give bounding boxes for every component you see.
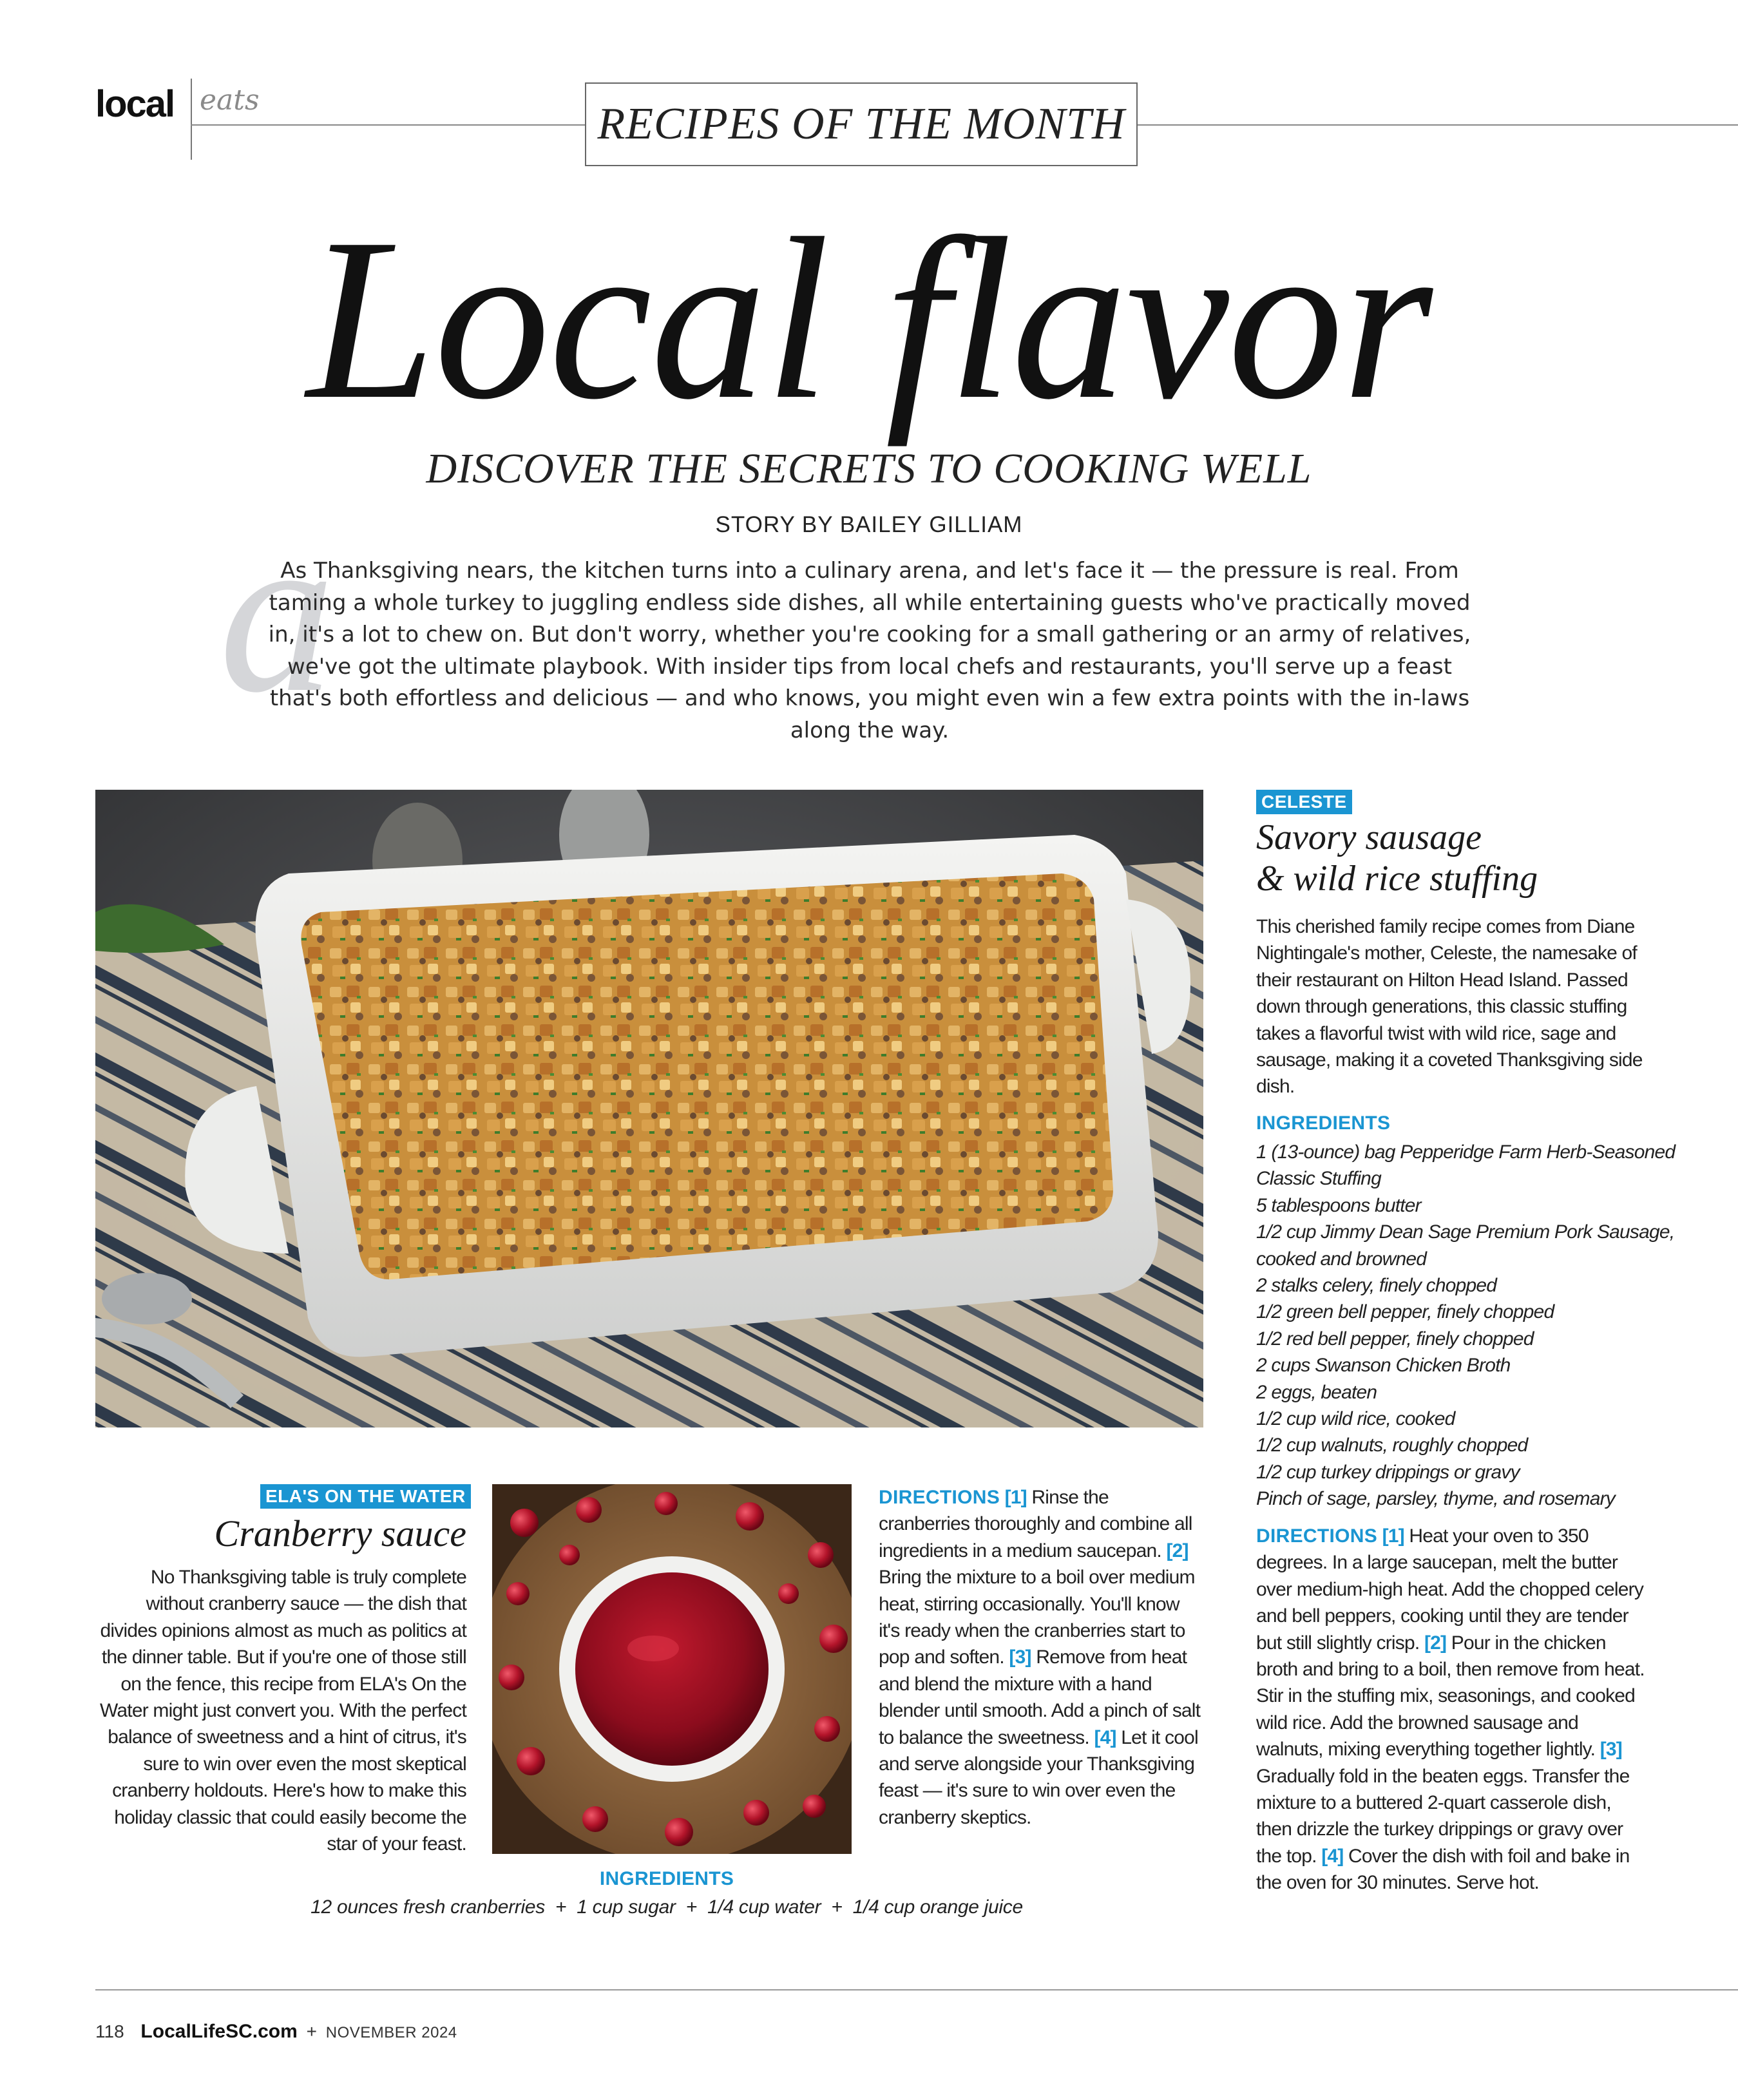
stuffing-recipe-title bbox=[1256, 817, 1707, 899]
header-rule-right bbox=[1138, 124, 1738, 126]
ingredient-item: 1/2 green bell pepper, finely chopped bbox=[1256, 1301, 1554, 1323]
ingredient-item: 1/2 cup Jimmy Dean Sage Premium Pork Sausage, cooked and browned bbox=[1256, 1221, 1675, 1270]
brand-logo: local bbox=[95, 83, 175, 125]
ingredient-item: Pinch of sage, parsley, thyme, and rosemary bbox=[1256, 1488, 1615, 1510]
restaurant-tag-elas bbox=[260, 1484, 471, 1509]
ingredient-item: 2 eggs, beaten bbox=[1256, 1381, 1377, 1403]
page-number: 118 bbox=[95, 2021, 124, 2041]
cranberry-description: No Thanksgiving table is truly complete without cranberry sauce — the dish that divides opinions almost as much as politics at the dinner table. But if you're one of those still on the fence, this recipe from ELA's On the Water might just convert you. With the perfect balance of sweetness and a hint of citrus, it's sure to win over even the most skeptical cranberry holdouts. Here's how to make this holiday classic that could easily become the star of your feast. bbox=[100, 1567, 466, 1855]
ingredient-item: 1/2 cup wild rice, cooked bbox=[1256, 1408, 1455, 1430]
step-text: Bring the mixture to a boil over medium heat, stirring occasionally. You'll know it's ready when the cranberries start to pop and soften. bbox=[879, 1567, 1195, 1668]
step-number: [3] bbox=[1600, 1739, 1622, 1761]
step-text: Pour in the chicken broth and bring to a boil, then remove from heat. Stir in the stuffing mix, seasonings, and cooked wild rice. Add the browned sausage and walnuts, mixing everything together lightly. bbox=[1256, 1632, 1645, 1761]
stuffing-directions bbox=[1256, 1523, 1649, 1896]
cranberry-directions bbox=[879, 1484, 1201, 1831]
dropcap-decoration: a bbox=[219, 483, 335, 740]
cranberry-ingredients-heading: INGREDIENTS bbox=[599, 1868, 734, 1889]
step-number: [4] bbox=[1321, 1845, 1344, 1867]
cranberry-sauce-photo bbox=[492, 1484, 852, 1854]
ingredient-item: 1/2 cup turkey drippings or gravy bbox=[1256, 1461, 1520, 1483]
stuffing-description: This cherished family recipe comes from Diane Nightingale's mother, Celeste, the namesake of their restaurant on Hilton Head Island. Passed down through generations, this classic stuffing takes a flavorful twist with wild rice, sage and sausage, making it a coveted Thanksgiving side dish. bbox=[1256, 916, 1643, 1098]
section-banner bbox=[585, 82, 1138, 166]
stuffing-ingredients-heading: INGREDIENTS bbox=[1256, 1112, 1391, 1134]
stuffing-ingredients-list bbox=[1256, 1139, 1707, 1513]
step-number: [1] bbox=[1004, 1487, 1027, 1508]
stuffing-photo bbox=[95, 790, 1203, 1427]
cranberry-ingredients-line: 12 ounces fresh cranberries + 1 cup sugar + 1/4 cup water + 1/4 cup orange juice bbox=[310, 1896, 1023, 1918]
intro-paragraph: As Thanksgiving nears, the kitchen turns into a culinary arena, and let's face it — the pressure is real. From taming a whole turkey to juggling endless side dishes, all while entertaining guests who've practically moved in, it's a lot to chew on. But don't worry, whether you're cooking for a small gathering or an army of relatives, we've got the ultimate playbook. With insider tips from local chefs and restaurants, you'll serve up a feast that's both effortless and delicious — and who knows, you might even win a few extra points with the in-laws along the way. bbox=[268, 558, 1471, 743]
section-label: eats bbox=[200, 84, 260, 117]
issue-date: NOVEMBER 2024 bbox=[325, 2024, 457, 2041]
ingredient-item: 1 (13-ounce) bag Pepperidge Farm Herb-Seasoned Classic Stuffing bbox=[1256, 1141, 1676, 1190]
byline: STORY BY BAILEY GILLIAM bbox=[715, 512, 1023, 537]
ingredient-item: 2 stalks celery, finely chopped bbox=[1256, 1275, 1497, 1297]
section-banner-text: RECIPES OF THE MONTH bbox=[597, 99, 1125, 149]
ingredient-item: 1/2 red bell pepper, finely chopped bbox=[1256, 1328, 1534, 1350]
step-text: Cover the dish with foil and bake in the oven for 30 minutes. Serve hot. bbox=[1256, 1845, 1630, 1894]
step-number: [1] bbox=[1382, 1525, 1404, 1547]
step-text: Heat your oven to 350 degrees. In a large saucepan, melt the butter over medium-high heat. Add the chopped celery and bell peppers, cooking until they are tender but still slightly crisp. bbox=[1256, 1525, 1644, 1654]
footer-separator: + bbox=[306, 2021, 317, 2041]
restaurant-tag-celeste bbox=[1256, 790, 1352, 814]
restaurant-tag-celeste-text: CELESTE bbox=[1256, 790, 1352, 814]
header-rule-left bbox=[191, 124, 585, 126]
stuffing-title-line-1: Savory sausage bbox=[1256, 817, 1482, 857]
step-number: [2] bbox=[1424, 1632, 1447, 1654]
cranberry-recipe-title: Cranberry sauce bbox=[214, 1513, 466, 1554]
footer-site-link[interactable]: LocalLifeSC.com bbox=[140, 2021, 298, 2042]
page-title: Local flavor bbox=[307, 190, 1431, 447]
stuffing-title-line-2: & wild rice stuffing bbox=[1256, 859, 1538, 899]
stuffing-directions-heading: DIRECTIONS bbox=[1256, 1525, 1378, 1547]
step-number: [2] bbox=[1166, 1540, 1189, 1561]
ingredient-item: 1/2 cup walnuts, roughly chopped bbox=[1256, 1435, 1528, 1456]
step-text: Let it cool and serve alongside your Thanksgiving feast — it's sure to win over even the cranberry skeptics. bbox=[879, 1726, 1198, 1828]
page-subtitle: DISCOVER THE SECRETS TO COOKING WELL bbox=[426, 445, 1312, 492]
cranberry-directions-heading: DIRECTIONS bbox=[879, 1487, 1000, 1508]
step-text: Remove from heat and blend the mixture with a hand blender until smooth. Add a pinch of salt to balance the sweetness. bbox=[879, 1647, 1201, 1748]
page-footer bbox=[95, 2021, 457, 2043]
step-number: [4] bbox=[1094, 1726, 1116, 1748]
step-number: [3] bbox=[1009, 1647, 1031, 1668]
step-text: Rinse the cranberries thoroughly and combine all ingredients in a medium saucepan. bbox=[879, 1487, 1192, 1561]
restaurant-tag-elas-text: ELA'S ON THE WATER bbox=[260, 1484, 471, 1509]
step-text: Gradually fold in the beaten eggs. Transfer the mixture to a buttered 2-quart casserole dish, then drizzle the turkey drippings or gravy over the top. bbox=[1256, 1765, 1630, 1867]
brand-divider bbox=[191, 79, 192, 160]
footer-rule bbox=[95, 1989, 1738, 1990]
ingredient-item: 5 tablespoons butter bbox=[1256, 1194, 1421, 1216]
ingredient-item: 2 cups Swanson Chicken Broth bbox=[1256, 1355, 1511, 1377]
